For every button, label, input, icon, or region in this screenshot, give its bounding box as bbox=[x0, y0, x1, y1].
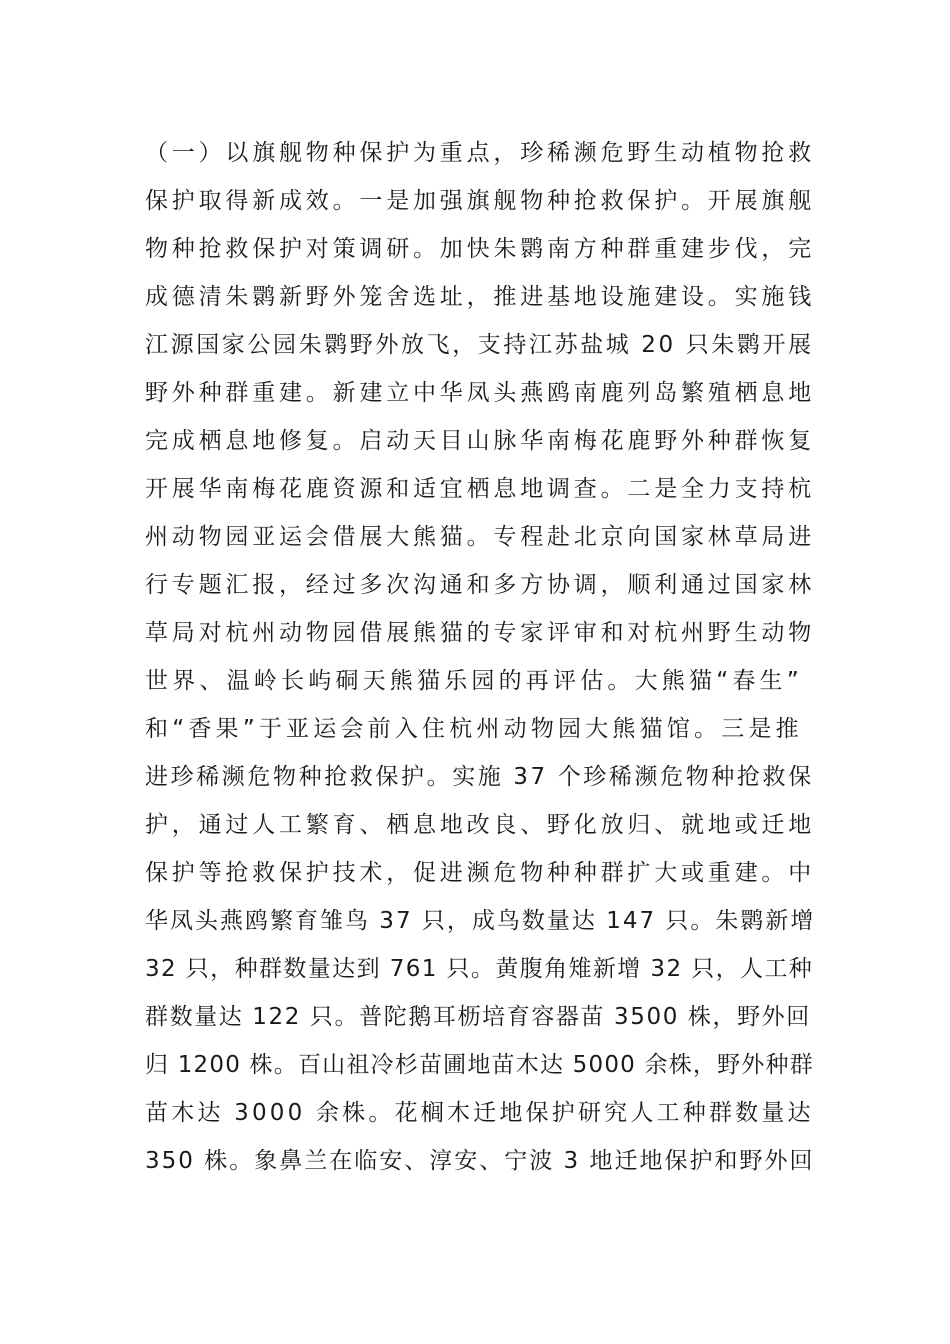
paragraph-line: 苗木达 3000 余株。花榈木迁地保护研究人工种群数量达 bbox=[145, 1100, 814, 1126]
paragraph-line: （一）以旗舰物种保护为重点，珍稀濒危野生动植物抢救 bbox=[145, 140, 815, 166]
paragraph-line: 开展华南梅花鹿资源和适宜栖息地调查。二是全力支持杭 bbox=[145, 476, 815, 502]
paragraph-line: 群数量达 122 只。普陀鹅耳枥培育容器苗 3500 株，野外回 bbox=[145, 1004, 811, 1030]
paragraph-line: 保护等抢救保护技术，促进濒危物种种群扩大或重建。中 bbox=[145, 860, 815, 886]
paragraph-line: 350 株。象鼻兰在临安、淳安、宁波 3 地迁地保护和野外回 bbox=[145, 1148, 815, 1174]
body-paragraph bbox=[145, 129, 815, 1185]
paragraph-line: 进珍稀濒危物种抢救保护。实施 37 个珍稀濒危物种抢救保 bbox=[145, 764, 814, 790]
paragraph-line: 物种抢救保护对策调研。加快朱鹮南方种群重建步伐，完 bbox=[145, 236, 815, 262]
paragraph-line: 草局对杭州动物园借展熊猫的专家评审和对杭州野生动物 bbox=[145, 620, 815, 646]
paragraph-line: 保护取得新成效。一是加强旗舰物种抢救保护。开展旗舰 bbox=[145, 188, 815, 214]
paragraph-line: 野外种群重建。新建立中华凤头燕鸥南鹿列岛繁殖栖息地 bbox=[145, 380, 815, 406]
paragraph-line: 32 只，种群数量达到 761 只。黄腹角雉新增 32 只，人工种 bbox=[145, 956, 814, 982]
paragraph-line: 和“香果”于亚运会前入住杭州动物园大熊猫馆。三是推 bbox=[145, 716, 803, 742]
paragraph-line: 完成栖息地修复。启动天目山脉华南梅花鹿野外种群恢复 bbox=[145, 428, 815, 454]
paragraph-line: 华凤头燕鸥繁育雏鸟 37 只，成鸟数量达 147 只。朱鹮新增 bbox=[145, 908, 816, 934]
paragraph-line: 行专题汇报，经过多次沟通和多方协调，顺利通过国家林 bbox=[145, 572, 815, 598]
paragraph-line: 成德清朱鹮新野外笼舍选址，推进基地设施建设。实施钱 bbox=[145, 284, 815, 310]
paragraph-line: 州动物园亚运会借展大熊猫。专程赴北京向国家林草局进 bbox=[145, 524, 815, 550]
paragraph-line: 世界、温岭长屿硐天熊猫乐园的再评估。大熊猫“春生” bbox=[145, 668, 803, 694]
paragraph-line: 归 1200 株。百山祖冷杉苗圃地苗木达 5000 余株，野外种群 bbox=[145, 1052, 814, 1078]
paragraph-line: 江源国家公园朱鹮野外放飞，支持江苏盐城 20 只朱鹮开展 bbox=[145, 332, 814, 358]
paragraph-line: 护，通过人工繁育、栖息地改良、野化放归、就地或迁地 bbox=[145, 812, 815, 838]
